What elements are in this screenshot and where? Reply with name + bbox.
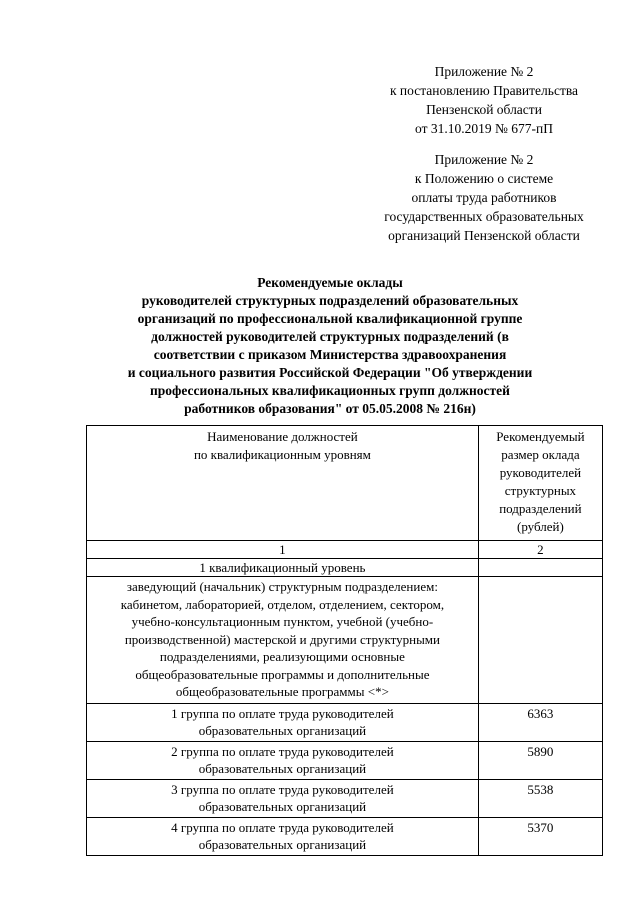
title-line: соответствии с приказом Министерства здравоохранения: [153, 347, 507, 362]
appendix-line: Приложение № 2: [434, 64, 534, 79]
qualification-level-row: [87, 559, 602, 577]
table-header-row: [87, 426, 602, 541]
title-line: руководителей структурных подразделений образовательных: [141, 293, 519, 308]
appendix-line: Приложение № 2: [434, 152, 534, 167]
group-name: 4 группа по оплате труда руководителей образовательных организаций: [87, 818, 479, 855]
salary-value: 5538: [479, 780, 602, 818]
table-row: [87, 780, 602, 818]
appendix-line: от 31.10.2019 № 677-пП: [415, 121, 553, 136]
column-number-row: [87, 541, 602, 559]
header-recommended-salary: Рекомендуемый размер оклада руководителей структурных подразделений (рублей): [479, 426, 602, 541]
column-number: 1: [87, 541, 479, 559]
title-line: должностей руководителей структурных подразделений (в: [151, 329, 509, 344]
title-line: организаций по профессиональной квалификационной группе: [137, 311, 523, 326]
column-number: 2: [479, 541, 602, 559]
appendix-line: к Положению о системе: [414, 171, 554, 186]
salary-value: 5370: [527, 819, 554, 835]
salary-value: 6363: [479, 704, 602, 742]
appendix-note-decree: [350, 62, 618, 138]
appendix-line: государственных образовательных: [384, 209, 584, 224]
appendix-line: Пензенской области: [426, 102, 542, 117]
salary-value: 5890: [479, 742, 602, 780]
document-title: [100, 274, 560, 418]
salary-table: [86, 425, 603, 856]
empty-cell: [479, 559, 602, 577]
title-line: и социального развития Российской Федерации "Об утверждении: [127, 365, 533, 380]
group-name: 2 группа по оплате труда руководителей образовательных организаций: [87, 742, 479, 780]
table-row: [87, 704, 602, 742]
appendix-note-regulation: [350, 150, 618, 245]
header-position-names: Наименование должностей по квалификационным уровням: [87, 426, 479, 541]
position-description: заведующий (начальник) структурным подразделением: кабинетом, лабораторией, отделом, отделением, сектором, учебно-консультационным пунктом, учебной (учебно- производственной) мастерской и другими структурными подразделениями, реализующими основные общеобразовательные программы и дополнительные общеобразовательные программы <*>: [87, 577, 479, 704]
title-line: работников образования" от 05.05.2008 № 216н): [184, 401, 476, 416]
group-name: 3 группа по оплате труда руководителей образовательных организаций: [87, 780, 479, 818]
position-description-row: [87, 577, 602, 704]
table-row: [87, 818, 602, 855]
appendix-line: организаций Пензенской области: [388, 228, 580, 243]
empty-cell: [479, 577, 602, 704]
title-line: Рекомендуемые оклады: [257, 275, 403, 290]
qualification-level-label: 1 квалификационный уровень: [87, 559, 479, 577]
table-row: [87, 742, 602, 780]
title-line: профессиональных квалификационных групп должностей: [150, 383, 510, 398]
appendix-line: к постановлению Правительства: [389, 83, 579, 98]
group-name: 1 группа по оплате труда руководителей образовательных организаций: [87, 704, 479, 742]
appendix-line: оплаты труда работников: [411, 190, 557, 205]
